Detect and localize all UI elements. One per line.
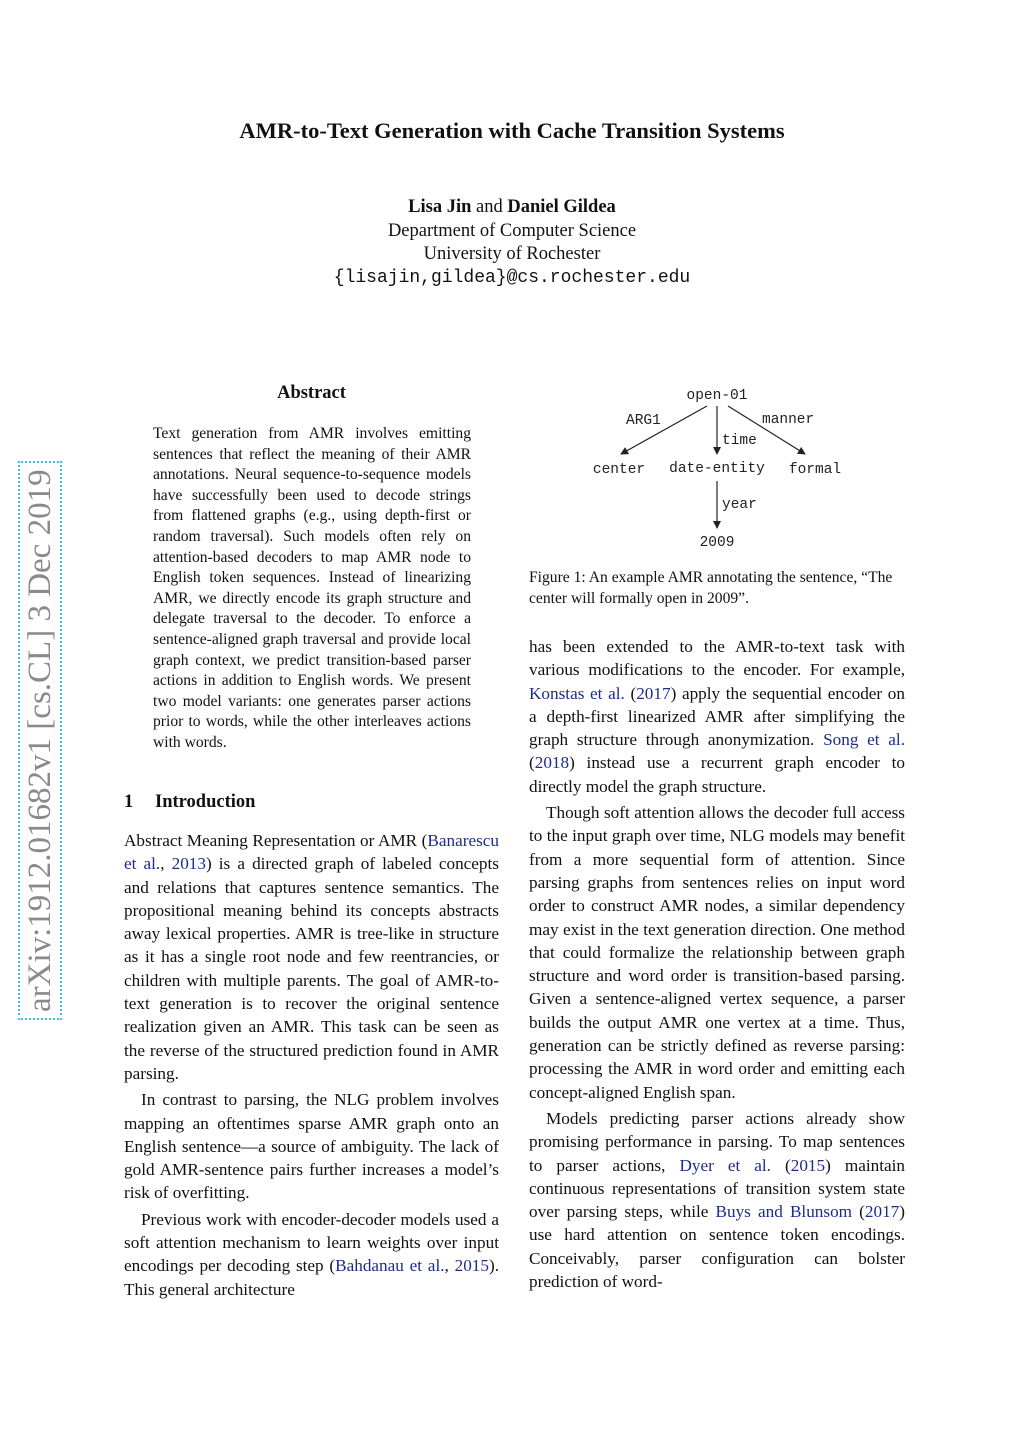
edge-label-arg1: ARG1 bbox=[626, 413, 661, 429]
section-number: 1 bbox=[124, 792, 134, 812]
citation-year-link[interactable]: 2018 bbox=[534, 753, 570, 773]
node-left: center bbox=[592, 462, 646, 478]
author-conjunction: and bbox=[476, 197, 503, 217]
citation-link[interactable]: Buys and Blunsom bbox=[715, 1202, 853, 1222]
node-middle: date-entity bbox=[669, 461, 765, 477]
citation-link[interactable]: Song et al. bbox=[823, 730, 905, 750]
amr-graph bbox=[529, 378, 905, 558]
intro-paragraph: Models predicting parser actions already show promising performance in parsing. To map sentences to parser actions, Dyer et al. (2015) maintain continuous representations of transition system state over parsing steps, while Buys and Blunsom (2017) use hard attention on sentence token encodings. Conceivably, parser configuration can bolster prediction of word- bbox=[529, 1108, 906, 1292]
node-root: open-01 bbox=[686, 388, 748, 404]
author-name: Lisa Jin bbox=[408, 197, 472, 217]
arxiv-stamp[interactable]: arXiv:1912.01682v1 [cs.CL] 3 Dec 2019 bbox=[18, 461, 62, 1020]
citation-link[interactable]: Banarescu et al. bbox=[124, 831, 499, 874]
intro-paragraph: Though soft attention allows the decoder full access to the input graph over time, NLG models may benefit from a more sequential form of attention. Since parsing graphs from sentences relies on input word order to construct AMR nodes, a similar dependency may exist in the text generation direction. One method that could formalize the relationship between graph structure and word order is transition-based parsing. Given a sentence-aligned vertex sequence, a parser builds the output AMR one vertex at a time. Thus, generation can be strictly defined as reverse parsing: processing the AMR in word order and emitting each concept-aligned English span. bbox=[529, 803, 905, 1102]
left-column bbox=[124, 829, 499, 1301]
citation-year-link[interactable]: 2017 bbox=[636, 683, 671, 703]
citation-year-link[interactable]: 2017 bbox=[864, 1202, 900, 1222]
author-block bbox=[0, 196, 1024, 290]
intro-paragraph: In contrast to parsing, the NLG problem involves mapping an oftentimes sparse AMR graph onto an English sentence—a source of ambiguity. The lack of gold AMR-sentence pairs further increases a model’s risk of overfitting. bbox=[124, 1090, 499, 1203]
abstract-heading: Abstract bbox=[277, 383, 346, 403]
citation-year-link[interactable]: 2015 bbox=[454, 1256, 489, 1276]
author-department: Department of Computer Science bbox=[387, 220, 637, 241]
author-email: {lisajin,gildea}@cs.rochester.edu bbox=[333, 267, 691, 288]
author-name: Daniel Gildea bbox=[507, 197, 616, 217]
author-line bbox=[0, 196, 1024, 220]
abstract-text: Text generation from AMR involves emitting sentences that reflect the meaning of their AMR annotations. Neural sequence-to-sequence models have successfully been used to decode strings from flattened graphs (e.g., using depth-first or random traversal). Such models often rely on attention-based decoders to map AMR node to English token sequences. Instead of linearizing AMR, we directly encode its graph structure and delegate traversal to the decoder. To enforce a sentence-aligned graph traversal and provide local graph context, we predict transition-based parser actions in addition to English words. We present two model variants: one generates parser actions prior to words, while the other interleaves actions with words. bbox=[153, 425, 471, 751]
edge-label-manner: manner bbox=[762, 412, 815, 428]
right-column bbox=[529, 635, 905, 1293]
figure-caption: Figure 1: An example AMR annotating the sentence, “The center will formally open in 2009”. bbox=[529, 569, 893, 607]
intro-paragraph: Previous work with encoder-decoder models used a soft attention mechanism to learn weights over input encodings per decoding step (Bahdanau et al., 2015). This general architecture bbox=[124, 1209, 499, 1299]
citation-year-link[interactable]: 2013 bbox=[171, 854, 206, 874]
citation-year-link[interactable]: 2015 bbox=[790, 1155, 826, 1175]
intro-paragraph: has been extended to the AMR-to-text task with various modifications to the encoder. For example, Konstas et al. (2017) apply the sequential encoder on a depth-first linearized AMR after simplifying the graph structure through anonymization. Song et al. (2018) instead use a recurrent graph encoder to directly model the graph structure. bbox=[529, 637, 905, 796]
section-title: Introduction bbox=[155, 792, 256, 812]
section-heading bbox=[124, 792, 255, 813]
edge-label-time: time bbox=[722, 433, 757, 449]
citation-link[interactable]: Bahdanau et al. bbox=[335, 1256, 445, 1276]
author-university: University of Rochester bbox=[423, 244, 601, 264]
citation-link[interactable]: Dyer et al. bbox=[679, 1155, 771, 1175]
citation-link[interactable]: Konstas et al. bbox=[529, 683, 625, 703]
paper-title: AMR-to-Text Generation with Cache Transition Systems bbox=[239, 118, 785, 143]
amr-figure bbox=[529, 378, 905, 558]
edge-label-year: year bbox=[722, 497, 757, 513]
node-leaf: 2009 bbox=[699, 535, 735, 551]
node-right: formal bbox=[788, 462, 842, 478]
intro-paragraph: Abstract Meaning Representation or AMR (Banarescu et al., 2013) is a directed graph of labeled concepts and relations that captures sentence semantics. The propositional meaning behind its concepts abstracts away lexical properties. AMR is tree-like in structure as it has a single root node and few reentrancies, or children with multiple parents. The goal of AMR-to-text generation is to recover the original sentence realization given an AMR. This task can be seen as the reverse of the structured prediction found in AMR parsing. bbox=[124, 831, 499, 1083]
